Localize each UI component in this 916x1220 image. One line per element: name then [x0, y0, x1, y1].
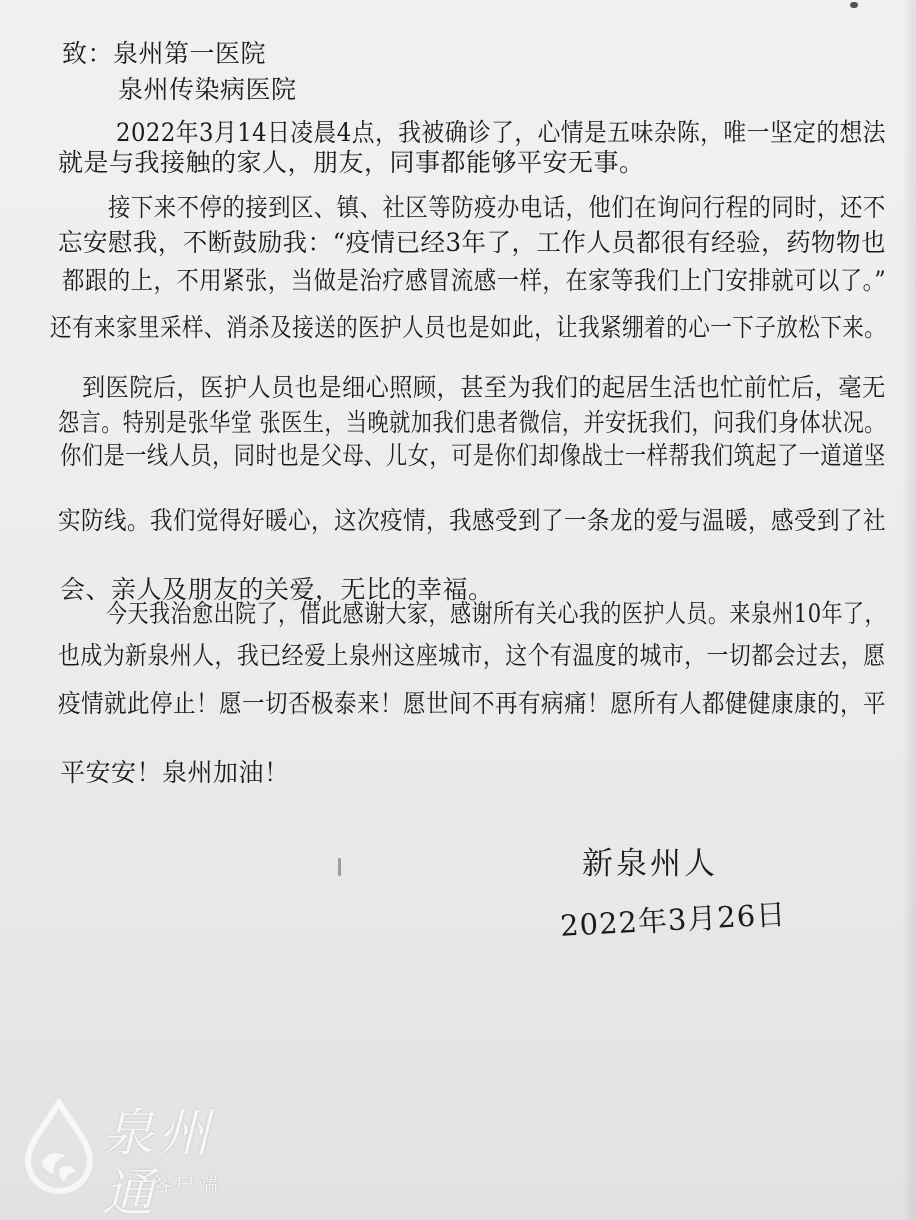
letter-line: 疫情就此停止！愿一切否极泰来！愿世间不再有病痛！愿所有人都健健康康的，平: [58, 689, 887, 718]
watermark-name: 泉州通: [102, 1104, 215, 1220]
letter-line: 到医院后，医护人员也是细心照顾，甚至为我们的起居生活也忙前忙后，毫无: [82, 373, 886, 402]
letter-line: 会、亲人及朋友的关爱，无比的幸福。: [60, 575, 494, 604]
letter-line: 接下来不停的接到区、镇、社区等防疫办电话，他们在询问行程的同时，还不: [108, 193, 886, 222]
watermark-subtitle: 客户端: [152, 1172, 221, 1196]
letter-line: 怨言。特别是张华堂 张医生，当晚就加我们患者微信，并安抚我们，问我们身体状况。: [58, 408, 886, 437]
water-drop-logo-icon: [20, 1098, 98, 1194]
letter-line: 今天我治愈出院了，借此感谢大家，感谢所有关心我的医护人员。来泉州10年了，: [106, 599, 887, 628]
letter-line: 忘安慰我，不断鼓励我：“疫情已经3年了，工作人员都很有经验，药物物也: [58, 228, 886, 257]
watermark-logo: [20, 1098, 250, 1220]
letter-line: 还有来家里采样、消杀及接送的医护人员也是如此，让我紧绷着的心一下子放松下来。: [50, 313, 887, 342]
letter-line: 2022年3月14日凌晨4点，我被确诊了，心情是五味杂陈，唯一坚定的想法: [116, 118, 887, 147]
letter-line: 就是与我接触的家人，朋友，同事都能够平安无事。: [58, 148, 645, 177]
ink-speck: [338, 858, 341, 876]
letter-line: 也成为新泉州人，我已经爱上泉州这座城市，这个有温度的城市，一切都会过去，愿: [58, 641, 886, 670]
letter-line: 实防线。我们觉得好暖心，这次疫情，我感受到了一条龙的爱与温暖，感受到了社: [58, 506, 887, 535]
salutation-line-1: 致：泉州第一医院: [62, 39, 267, 68]
salutation-line-2: 泉州传染病医院: [118, 75, 297, 104]
letter-date: 2022年3月26日: [559, 897, 787, 943]
letter-line: 你们是一线人员，同时也是父母、儿女，可是你们却像战士一样帮我们筑起了一道道坚: [60, 441, 886, 470]
signature: 新泉州人: [582, 846, 718, 882]
letter-line: 都跟的上，不用紧张，当做是治疗感冒流感一样，在家等我们上门安排就可以了。”: [62, 266, 887, 295]
letter-line: 平安安！泉州加油！: [60, 758, 290, 787]
